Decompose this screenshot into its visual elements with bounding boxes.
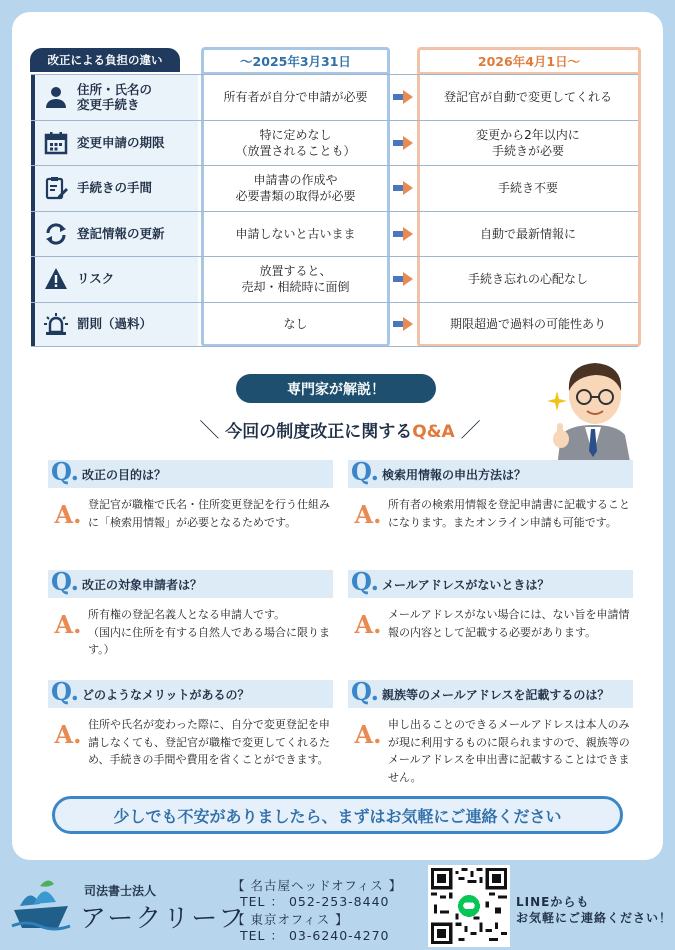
warning-icon <box>35 267 77 291</box>
row-after: 登記官が自動で変更してくれる <box>443 90 612 105</box>
arrow-right-icon <box>388 272 418 286</box>
row-before: 申請しないと古いまま <box>235 226 356 241</box>
contact-banner: 少しでも不安がありましたら、まずはお気軽にご連絡ください <box>52 796 623 834</box>
row-before: 所有者が自分で申請が必要 <box>223 90 368 105</box>
arrow-right-icon <box>388 90 418 104</box>
answer: 申し出ることのできるメールアドレスは本人のみが現に利用するものに限られますので、親族等のメールアドレスを申出書に記載することはできません。 <box>388 718 630 784</box>
office-nagoya-tel[interactable]: TEL ： 052-253-8440 <box>240 894 390 909</box>
question: 検索用情報の申出方法は？ <box>382 467 527 482</box>
row-before: 放置すると、 売却・相続時に面倒 <box>241 264 350 295</box>
row-before: なし <box>283 317 308 332</box>
table-row <box>31 211 638 257</box>
line-qr-code[interactable] <box>428 865 510 947</box>
answer: 登記官が職権で氏名・住所変更登記を行う仕組みに「検索用情報」が必要となるためです。 <box>88 498 330 529</box>
q-mark: Q. <box>50 456 80 486</box>
table-row <box>31 256 638 302</box>
row-label: 変更申請の期限 <box>77 134 165 150</box>
qa-item <box>48 566 333 680</box>
row-after: 変更から2年以内に 手続きが必要 <box>476 127 580 158</box>
qa-item <box>348 456 633 570</box>
a-mark: A. <box>54 610 82 639</box>
a-mark: A. <box>354 500 382 529</box>
row-after: 期限超過で過料の可能性あり <box>449 317 606 332</box>
qa-column-left <box>48 456 333 790</box>
row-label: 手続きの手間 <box>77 180 153 196</box>
clipboard-edit-icon <box>35 176 77 200</box>
office-tokyo-name: 【 東京オフィス 】 <box>232 912 349 927</box>
arrow-right-icon <box>388 227 418 241</box>
row-after: 自動で最新情報に <box>479 226 576 241</box>
person-icon <box>35 85 77 109</box>
answer: メールアドレスがない場合には、ない旨を申請情報の内容として記載する必要があります。 <box>388 608 630 639</box>
firm-name: アークリーフ <box>80 904 246 934</box>
table-row <box>31 302 638 348</box>
a-mark: A. <box>54 720 82 749</box>
question: どのようなメリットがあるの？ <box>82 687 250 702</box>
q-mark: Q. <box>50 676 80 706</box>
table-row <box>31 120 638 166</box>
office-nagoya-name: 【 名古屋ヘッドオフィス 】 <box>232 878 403 893</box>
q-mark: Q. <box>50 566 80 596</box>
qa-item <box>348 676 633 790</box>
refresh-icon <box>35 222 77 246</box>
calendar-icon <box>35 131 77 155</box>
row-after: 手続き忘れの心配なし <box>467 272 588 287</box>
footer <box>0 862 675 950</box>
answer: 所有権の登記名義人となる申請人です。 （国内に住所を有する自然人である場合に限ります。） <box>88 608 330 657</box>
question: 親族等のメールアドレスを記載するのは？ <box>382 687 610 702</box>
row-after: 手続き不要 <box>497 181 558 196</box>
table-row <box>31 74 638 120</box>
row-label: リスク <box>77 271 115 287</box>
answer: 住所や氏名が変わった際に、自分で変更登記を申請しなくても、登記官が職権で変更してくれるため、手続きの手間や費用を省くことができます。 <box>88 718 330 767</box>
before-heading: ～2025年3月31日 <box>204 50 387 74</box>
table-row <box>31 165 638 211</box>
question: 改正の目的は？ <box>82 467 167 482</box>
qa-column-right <box>348 456 633 790</box>
line-invite-text: LINEからも お気軽にご連絡ください！ <box>516 895 673 926</box>
a-mark: A. <box>354 720 382 749</box>
office-tokyo-tel[interactable]: TEL ： 03-6240-4270 <box>240 928 390 943</box>
qa-item <box>48 456 333 570</box>
q-mark: Q. <box>350 566 380 596</box>
row-label: 罰則（過料） <box>77 316 153 332</box>
a-mark: A. <box>354 610 382 639</box>
table-header-label: 改正による負担の違い <box>30 48 180 72</box>
qa-item <box>348 566 633 680</box>
arrow-right-icon <box>388 317 418 331</box>
row-before: 特に定めなし （放置されることも） <box>235 127 356 158</box>
siren-icon <box>35 312 77 336</box>
after-heading: 2026年4月1日～ <box>420 50 638 74</box>
expert-illustration <box>545 355 640 470</box>
row-label: 住所・氏名の 変更手続き <box>77 81 153 113</box>
q-mark: Q. <box>350 456 380 486</box>
arrow-right-icon <box>388 136 418 150</box>
firm-type: 司法書士法人 <box>84 884 157 898</box>
q-mark: Q. <box>350 676 380 706</box>
a-mark: A. <box>54 500 82 529</box>
comparison-table <box>31 74 638 347</box>
qa-item <box>48 676 333 790</box>
question: 改正の対象申請者は？ <box>82 577 203 592</box>
qa-title: ＼ 今回の制度改正に関するQ&A ／ <box>199 418 481 442</box>
row-before: 申請書の作成や 必要書類の取得が必要 <box>235 173 356 204</box>
arrow-right-icon <box>388 181 418 195</box>
expert-badge: 専門家が解説！ <box>236 374 436 403</box>
answer: 所有者の検索用情報を登記申請書に記載することになります。またオンライン申請も可能です。 <box>388 498 630 529</box>
row-label: 登記情報の更新 <box>77 225 165 241</box>
ark-ship-logo-icon <box>10 876 72 934</box>
question: メールアドレスがないときは？ <box>382 577 550 592</box>
